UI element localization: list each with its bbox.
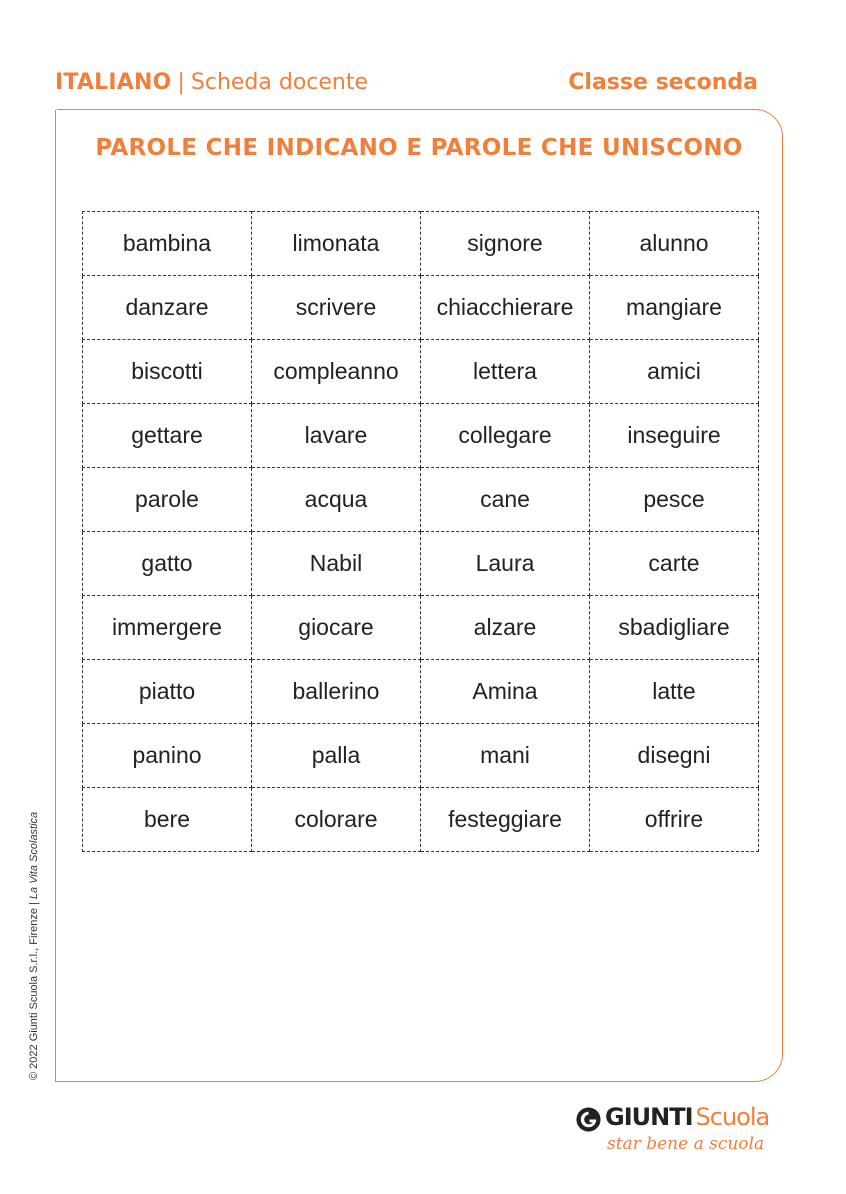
word-row [83, 788, 759, 852]
word-card: mani [421, 724, 590, 788]
word-card: lavare [252, 404, 421, 468]
word-card: mangiare [590, 276, 759, 340]
word-card: gettare [83, 404, 252, 468]
giunti-spiral-icon [575, 1106, 602, 1133]
word-grid [82, 211, 759, 852]
subject-label: ITALIANO [55, 70, 172, 95]
word-row [83, 532, 759, 596]
sheet-type-label: Scheda docente [190, 70, 369, 95]
word-card: palla [252, 724, 421, 788]
word-card: amici [590, 340, 759, 404]
word-card: latte [590, 660, 759, 724]
class-level-label: Classe seconda [568, 70, 758, 95]
word-card: offrire [590, 788, 759, 852]
header-left [55, 70, 368, 95]
word-card: scrivere [252, 276, 421, 340]
word-card: gatto [83, 532, 252, 596]
copyright-text: © 2022 Giunti Scuola S.r.l., Firenze | [28, 899, 40, 1080]
word-card: inseguire [590, 404, 759, 468]
word-card: chiacchierare [421, 276, 590, 340]
word-row [83, 724, 759, 788]
word-card: alunno [590, 212, 759, 276]
word-card: sbadigliare [590, 596, 759, 660]
publication-name: La Vita Scolastica [28, 811, 40, 900]
logo-brand-light: Scuola [695, 1103, 770, 1131]
word-card: acqua [252, 468, 421, 532]
word-card: cane [421, 468, 590, 532]
word-row [83, 212, 759, 276]
copyright-notice [28, 812, 40, 1080]
word-card: lettera [421, 340, 590, 404]
word-card: colorare [252, 788, 421, 852]
word-card: collegare [421, 404, 590, 468]
word-card: Nabil [252, 532, 421, 596]
word-card: giocare [252, 596, 421, 660]
word-card: disegni [590, 724, 759, 788]
word-card: compleanno [252, 340, 421, 404]
word-card: piatto [83, 660, 252, 724]
giunti-scuola-logo [575, 1103, 770, 1163]
word-card: signore [421, 212, 590, 276]
word-card: Amina [421, 660, 590, 724]
word-card: immergere [83, 596, 252, 660]
word-card: Laura [421, 532, 590, 596]
word-card: bere [83, 788, 252, 852]
logo-brand [605, 1103, 769, 1131]
word-row [83, 340, 759, 404]
logo-tagline: star bene a scuola [607, 1134, 765, 1154]
word-row [83, 276, 759, 340]
word-card: festeggiare [421, 788, 590, 852]
word-row [83, 468, 759, 532]
word-row [83, 596, 759, 660]
word-row [83, 404, 759, 468]
word-card: alzare [421, 596, 590, 660]
word-card: ballerino [252, 660, 421, 724]
frame-gap [53, 100, 57, 110]
word-card: panino [83, 724, 252, 788]
logo-brand-bold: GIUNTI [605, 1103, 693, 1131]
word-card: danzare [83, 276, 252, 340]
header-separator: | [177, 70, 185, 95]
page-title: PAROLE CHE INDICANO E PAROLE CHE UNISCONO [95, 135, 743, 161]
word-card: pesce [590, 468, 759, 532]
word-card: limonata [252, 212, 421, 276]
word-card: bambina [83, 212, 252, 276]
word-card: carte [590, 532, 759, 596]
word-row [83, 660, 759, 724]
word-card: parole [83, 468, 252, 532]
word-card: biscotti [83, 340, 252, 404]
